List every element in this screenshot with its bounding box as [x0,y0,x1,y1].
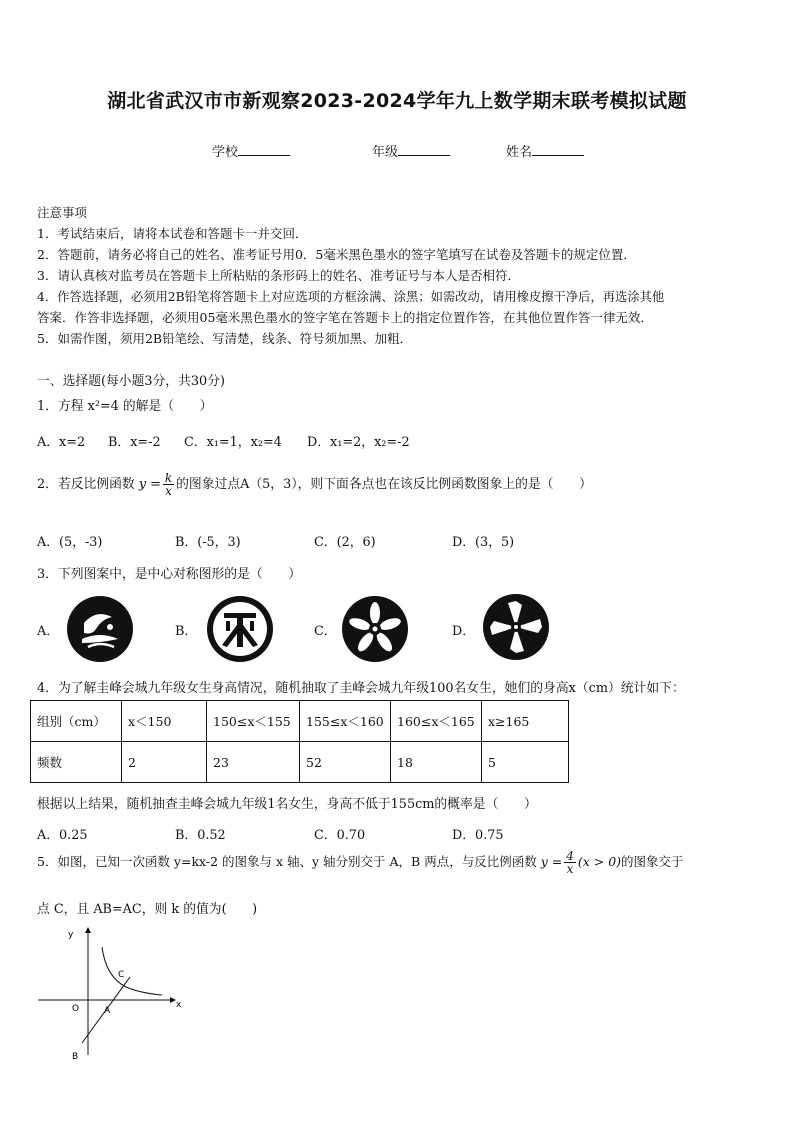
table-cell: 160≤x＜165 [391,701,482,742]
q5-frac-num: 4 [566,849,574,863]
table-cell: 2 [122,742,207,783]
flower-emblem-icon [341,595,409,663]
q5-condition: (x > 0) [577,854,622,869]
notice-item: 2．答题前，请务必将自己的姓名、准考证号用0．5毫米黑色墨水的签字笔填写在试卷及答题卡的规定位置． [37,247,636,262]
name-blank [532,143,584,156]
label-x: x [176,1000,182,1010]
hands-pinwheel-icon [482,593,550,661]
notice-item: 1．考试结束后，请将本试卷和答题卡一并交回． [37,226,308,241]
table-cell: 23 [207,742,300,783]
table-cell: 组别（cm） [31,701,122,742]
q5-fraction [564,850,576,875]
label-o: O [72,1004,80,1014]
name-label: 姓名 [506,145,533,160]
table-row [31,742,569,783]
abstract-emblem-icon [66,595,134,663]
label-c: C [118,970,125,980]
q3-option-a: A． [37,624,60,639]
question-3-stem: 3．下列图案中，是中心对称图形的是（ ） [37,567,302,582]
school-blank [238,143,290,156]
notice-item: 5．如需作图，须用2B铅笔绘、写清楚，线条、符号须加黑、加粗． [37,331,413,346]
table-cell: x＜150 [122,701,207,742]
table-cell: 52 [300,742,391,783]
q1-option-b: B．x=-2 [108,435,161,450]
notice-heading: 注意事项 [37,205,88,220]
table-row [31,701,569,742]
grade-label: 年级 [372,145,399,160]
table-cell: 频数 [31,742,122,783]
label-y: y [68,930,74,940]
label-b: B [72,1052,79,1062]
hyperbola-curve [102,947,162,995]
q5-frac-den: x [566,862,574,876]
q4-option-d: D．0.75 [452,828,504,843]
q2-frac-den: x [165,484,172,498]
q3-option-d: D． [452,624,476,639]
q5-graph-figure [30,925,200,1065]
q1-option-a: A．x=2 [37,435,86,450]
q2-stem-before: 2．若反比例函数 [37,477,135,492]
question-1-stem: 1．方程 x²=4 的解是（ ） [37,399,213,414]
exam-title: 湖北省武汉市市新观察2023-2024学年九上数学期末联考模拟试题 [107,90,687,112]
question-4-stem: 4．为了解圭峰会城九年级女生身高情况，随机抽取了圭峰会城九年级100名女生，她们的身高x（cm）统计如下： [37,681,685,696]
q5-stem-after: 的图象交于 [621,854,684,869]
q4-option-b: B．0.52 [175,828,226,843]
q1-option-c: C．x₁=1，x₂=4 [184,435,282,450]
school-label: 学校 [212,145,239,160]
table-cell: 18 [391,742,482,783]
q2-frac-num: k [164,471,173,485]
q5-line2: 点 C，且 AB=AC，则 k 的值为( ) [37,902,258,917]
section-heading: 一、选择题(每小题3分，共30分) [37,374,225,389]
label-a: A [104,1006,111,1016]
notice-item: 答案．作答非选择题，必须用05毫米黑色墨水的签字笔在答题卡上的指定位置作答，在其他位置作答一律无效． [37,310,653,325]
question-5-stem [37,850,684,875]
q4-option-c: C．0.70 [314,828,366,843]
table-cell: 150≤x＜155 [207,701,300,742]
q1-option-d: D．x₁=2，x₂=-2 [307,435,410,450]
character-seal-icon [206,595,274,663]
q5-stem-before: 5．如图，已知一次函数 y=kx-2 的图象与 x 轴、y 轴分别交于 A，B 两点，与反比例函数 [37,854,537,869]
name-field [506,141,584,160]
school-field [212,141,290,160]
notice-item: 3．请认真核对监考员在答题卡上所粘贴的条形码上的姓名、准考证号与本人是否相符． [37,268,520,283]
table-cell: 155≤x＜160 [300,701,391,742]
q2-option-d: D．(3，5) [452,535,515,550]
q3-option-b: B． [175,624,198,639]
table-cell: 5 [482,742,569,783]
q2-fraction [163,472,174,497]
q2-stem-after: 的图象过点A（5，3），则下面各点也在该反比例函数图象上的是（ ） [176,477,592,492]
q5-y-eq: y = [540,854,563,869]
grade-field [372,141,450,160]
q2-option-a: A．(5，-3) [37,535,103,550]
q2-option-c: C．(2，6) [314,535,376,550]
q4-followup: 根据以上结果，随机抽查圭峰会城九年级1名女生，身高不低于155cm的概率是（ ） [37,797,537,812]
q2-option-b: B．(-5，3) [175,535,241,550]
q2-y-eq: y = [138,477,161,492]
grade-blank [398,143,450,156]
frequency-table [30,700,569,783]
question-2-stem [37,472,592,497]
q4-option-a: A．0.25 [37,828,88,843]
table-cell: x≥165 [482,701,569,742]
notice-item: 4．作答选择题，必须用2B铅笔将答题卡上对应选项的方框涂满、涂黑；如需改动，请用橡皮擦干净后，再选涂其他 [37,290,665,304]
q3-option-c: C． [314,624,337,639]
